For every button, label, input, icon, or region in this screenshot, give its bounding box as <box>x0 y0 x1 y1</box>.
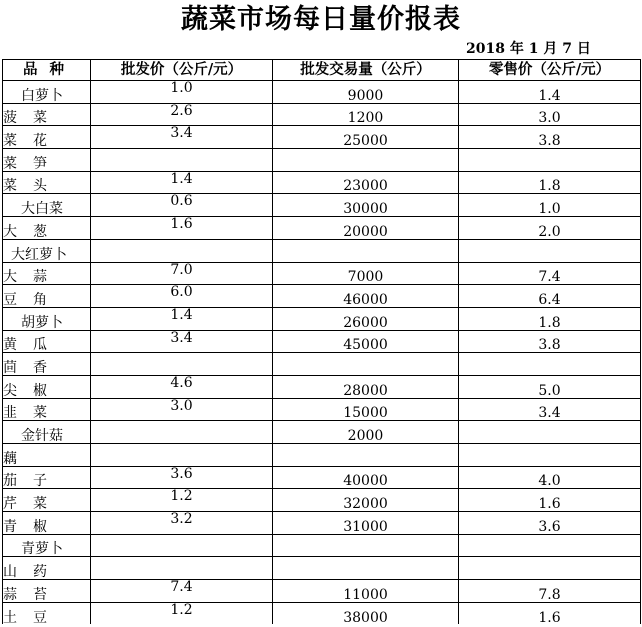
table-body <box>3 81 641 626</box>
table-row <box>3 512 641 535</box>
cell-wholesale-volume: 15000 <box>273 398 459 421</box>
table-row <box>3 534 641 557</box>
cell-retail-price: 3.8 <box>459 330 641 353</box>
cell-wholesale-volume: 40000 <box>273 466 459 489</box>
cell-name: 菜头 <box>3 171 91 194</box>
cell-wholesale-price: 1.0 <box>91 81 273 104</box>
cell-retail-price <box>459 239 641 262</box>
cell-wholesale-price: 3.6 <box>91 466 273 489</box>
cell-wholesale-price: 4.6 <box>91 375 273 398</box>
cell-name: 大红萝卜 <box>3 239 91 262</box>
cell-retail-price: 3.6 <box>459 512 641 535</box>
cell-wholesale-price: 2.6 <box>91 103 273 126</box>
cell-wholesale-price <box>91 557 273 580</box>
cell-name: 大蒜 <box>3 262 91 285</box>
cell-wholesale-price: 7.0 <box>91 262 273 285</box>
cell-name: 金针菇 <box>3 421 91 444</box>
cell-retail-price: 1.6 <box>459 489 641 512</box>
cell-name: 大葱 <box>3 217 91 240</box>
price-table <box>2 59 641 626</box>
report-date: 2018 年 1 月 7 日 <box>466 41 591 57</box>
cell-retail-price: 7.8 <box>459 580 641 603</box>
cell-retail-price <box>459 421 641 444</box>
table-row <box>3 194 641 217</box>
cell-wholesale-volume: 30000 <box>273 194 459 217</box>
cell-retail-price <box>459 149 641 172</box>
cell-wholesale-price: 3.4 <box>91 330 273 353</box>
report-title: 蔬菜市场每日量价报表 <box>181 4 461 35</box>
cell-name: 白萝卜 <box>3 81 91 104</box>
table-row <box>3 330 641 353</box>
cell-wholesale-volume: 25000 <box>273 126 459 149</box>
cell-retail-price <box>459 534 641 557</box>
cell-wholesale-volume: 9000 <box>273 81 459 104</box>
cell-wholesale-volume: 31000 <box>273 512 459 535</box>
cell-retail-price: 1.8 <box>459 307 641 330</box>
cell-name: 藕 <box>3 444 91 467</box>
cell-name: 豆角 <box>3 285 91 308</box>
cell-wholesale-volume: 20000 <box>273 217 459 240</box>
cell-retail-price: 1.0 <box>459 194 641 217</box>
cell-wholesale-price: 3.4 <box>91 126 273 149</box>
cell-wholesale-volume <box>273 534 459 557</box>
cell-wholesale-volume: 28000 <box>273 375 459 398</box>
cell-retail-price <box>459 444 641 467</box>
cell-wholesale-volume <box>273 239 459 262</box>
cell-wholesale-price: 6.0 <box>91 285 273 308</box>
cell-wholesale-volume: 11000 <box>273 580 459 603</box>
cell-retail-price: 2.0 <box>459 217 641 240</box>
cell-wholesale-price <box>91 353 273 376</box>
cell-name: 菜笋 <box>3 149 91 172</box>
cell-wholesale-price <box>91 534 273 557</box>
cell-name: 黄瓜 <box>3 330 91 353</box>
cell-retail-price <box>459 557 641 580</box>
cell-retail-price: 7.4 <box>459 262 641 285</box>
cell-name: 韭菜 <box>3 398 91 421</box>
cell-wholesale-volume: 26000 <box>273 307 459 330</box>
table-row <box>3 81 641 104</box>
cell-wholesale-price <box>91 239 273 262</box>
cell-retail-price: 6.4 <box>459 285 641 308</box>
cell-wholesale-volume <box>273 444 459 467</box>
table-row <box>3 557 641 580</box>
table-row <box>3 444 641 467</box>
cell-name: 茴香 <box>3 353 91 376</box>
table-row <box>3 217 641 240</box>
table-row <box>3 398 641 421</box>
table-row <box>3 353 641 376</box>
cell-name: 山药 <box>3 557 91 580</box>
cell-retail-price: 5.0 <box>459 375 641 398</box>
cell-wholesale-price: 1.4 <box>91 171 273 194</box>
cell-wholesale-volume: 46000 <box>273 285 459 308</box>
table-row <box>3 103 641 126</box>
table-row <box>3 285 641 308</box>
header-wholesale-volume: 批发交易量（公斤） <box>273 60 459 81</box>
table-row <box>3 149 641 172</box>
table-row <box>3 580 641 603</box>
cell-wholesale-volume: 32000 <box>273 489 459 512</box>
table-header-row <box>3 60 641 81</box>
cell-name: 茄子 <box>3 466 91 489</box>
cell-name: 青椒 <box>3 512 91 535</box>
cell-name: 菜花 <box>3 126 91 149</box>
cell-wholesale-volume: 45000 <box>273 330 459 353</box>
table-row <box>3 171 641 194</box>
cell-name: 大白菜 <box>3 194 91 217</box>
cell-retail-price: 1.8 <box>459 171 641 194</box>
cell-retail-price: 1.6 <box>459 602 641 625</box>
cell-wholesale-price: 7.4 <box>91 580 273 603</box>
cell-wholesale-price <box>91 421 273 444</box>
cell-wholesale-volume: 7000 <box>273 262 459 285</box>
cell-retail-price: 4.0 <box>459 466 641 489</box>
cell-name: 尖椒 <box>3 375 91 398</box>
cell-wholesale-price <box>91 149 273 172</box>
cell-retail-price: 3.8 <box>459 126 641 149</box>
header-wholesale-price: 批发价（公斤/元） <box>91 60 273 81</box>
cell-wholesale-price: 0.6 <box>91 194 273 217</box>
cell-wholesale-volume: 38000 <box>273 602 459 625</box>
table-row <box>3 239 641 262</box>
table-row <box>3 489 641 512</box>
cell-retail-price: 3.4 <box>459 398 641 421</box>
table-row <box>3 466 641 489</box>
cell-wholesale-price: 1.2 <box>91 602 273 625</box>
header-retail-price: 零售价（公斤/元） <box>459 60 641 81</box>
table-row <box>3 421 641 444</box>
table-row <box>3 602 641 625</box>
cell-wholesale-volume <box>273 149 459 172</box>
cell-wholesale-volume <box>273 353 459 376</box>
cell-wholesale-volume: 23000 <box>273 171 459 194</box>
cell-name: 蒜苔 <box>3 580 91 603</box>
cell-wholesale-volume: 1200 <box>273 103 459 126</box>
cell-wholesale-price: 1.6 <box>91 217 273 240</box>
table-row <box>3 126 641 149</box>
table-row <box>3 375 641 398</box>
cell-wholesale-price: 3.2 <box>91 512 273 535</box>
cell-wholesale-volume <box>273 557 459 580</box>
cell-name: 青萝卜 <box>3 534 91 557</box>
cell-name: 芹菜 <box>3 489 91 512</box>
cell-retail-price: 1.4 <box>459 81 641 104</box>
cell-wholesale-price <box>91 444 273 467</box>
header-name: 品种 <box>3 60 91 81</box>
cell-wholesale-volume: 2000 <box>273 421 459 444</box>
cell-retail-price <box>459 353 641 376</box>
cell-name: 胡萝卜 <box>3 307 91 330</box>
table-row <box>3 262 641 285</box>
cell-wholesale-price: 1.2 <box>91 489 273 512</box>
cell-retail-price: 3.0 <box>459 103 641 126</box>
table-row <box>3 307 641 330</box>
cell-name: 土豆 <box>3 602 91 625</box>
cell-wholesale-price: 1.4 <box>91 307 273 330</box>
cell-name: 菠菜 <box>3 103 91 126</box>
cell-wholesale-price: 3.0 <box>91 398 273 421</box>
